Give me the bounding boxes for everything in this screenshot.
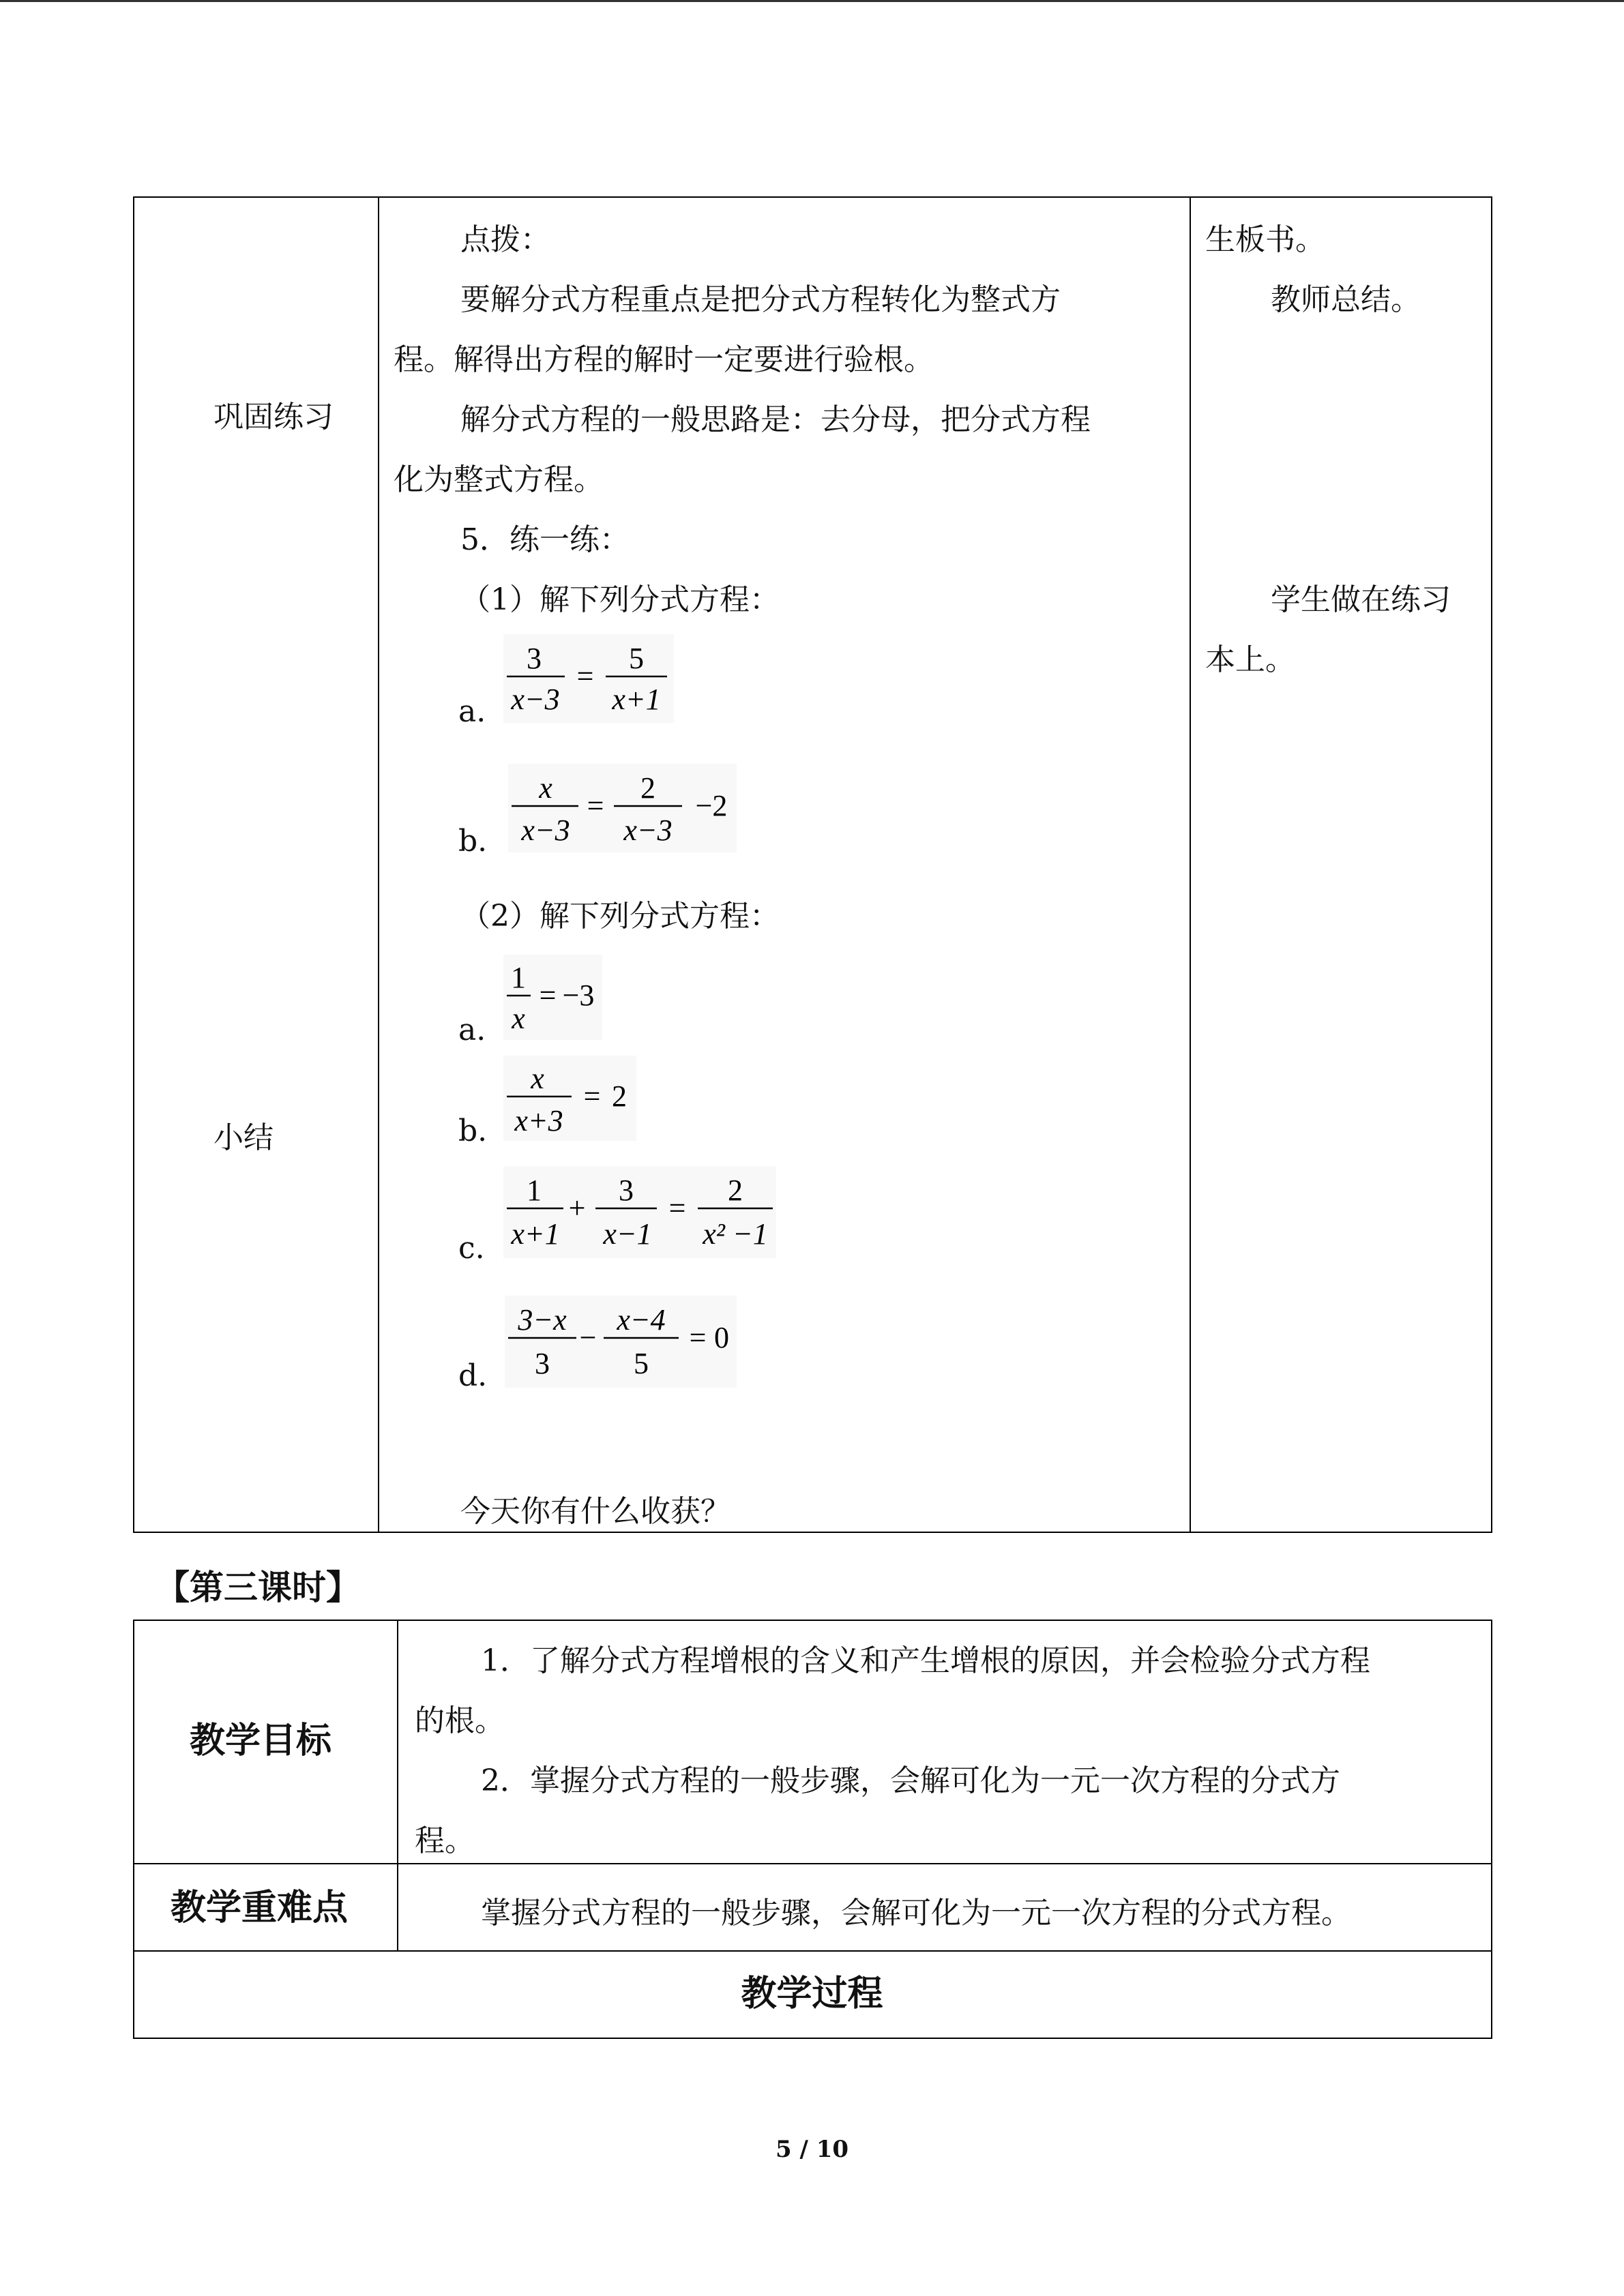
svg-text:=: = xyxy=(576,659,594,693)
paragraph-text: 要解分式方程重点是把分式方程转化为整式方 xyxy=(460,282,1061,317)
svg-text:x−3: x−3 xyxy=(521,814,570,847)
equation-label: b. xyxy=(458,1114,488,1148)
svg-text:x+1: x+1 xyxy=(511,1217,560,1251)
equation-label: b. xyxy=(458,824,488,859)
equation-label: a. xyxy=(458,1013,486,1047)
column-divider xyxy=(378,198,379,1532)
part2-title: （2）解下列分式方程： xyxy=(460,899,780,934)
svg-text:−: − xyxy=(579,1321,597,1354)
svg-text:1: 1 xyxy=(527,1174,542,1207)
goal-text: 2．掌握分式方程的一般步骤，会解可化为一元一次方程的分式方 xyxy=(481,1763,1340,1798)
equation-2d xyxy=(505,1296,737,1390)
row-label-consolidate: 巩固练习 xyxy=(213,400,334,434)
process-label: 教学过程 xyxy=(741,1973,883,2014)
equation-1b xyxy=(508,764,737,855)
equation-1a xyxy=(503,634,674,726)
svg-text:1: 1 xyxy=(511,961,526,994)
row-label-summary: 小结 xyxy=(213,1120,274,1155)
goal-text: 1．了解分式方程增根的含义和产生增根的原因，并会检验分式方程 xyxy=(481,1643,1370,1678)
section-heading: 【第三课时】 xyxy=(156,1568,360,1607)
goals-label: 教学目标 xyxy=(190,1720,332,1761)
svg-text:2: 2 xyxy=(640,771,655,805)
equation-label: c. xyxy=(458,1231,485,1266)
svg-text:x−3: x−3 xyxy=(623,814,673,847)
row-divider xyxy=(134,1950,1491,1952)
svg-text:=: = xyxy=(689,1321,707,1354)
equation-label: d. xyxy=(458,1358,488,1393)
svg-text:x−4: x−4 xyxy=(617,1303,666,1337)
key-points-text: 掌握分式方程的一般步骤，会解可化为一元一次方程的分式方程。 xyxy=(481,1896,1351,1930)
closing-question: 今天你有什么收获？ xyxy=(460,1494,730,1529)
goal-text: 程。 xyxy=(415,1823,475,1858)
column-divider xyxy=(397,1621,398,1950)
svg-text:x: x xyxy=(512,1002,525,1035)
paragraph-text: 程。解得出方程的解时一定要进行验根。 xyxy=(394,342,934,377)
svg-text:0: 0 xyxy=(714,1321,729,1354)
svg-text:x: x xyxy=(531,1062,544,1095)
hint-title: 点拨： xyxy=(460,222,550,257)
svg-text:x+3: x+3 xyxy=(514,1104,563,1137)
equation-2a xyxy=(503,955,602,1043)
paragraph-text: 解分式方程的一般思路是：去分母，把分式方程 xyxy=(460,402,1091,437)
svg-text:x−3: x−3 xyxy=(511,683,560,716)
svg-text:−2: −2 xyxy=(695,789,728,822)
svg-text:5: 5 xyxy=(634,1347,649,1380)
svg-text:−3: −3 xyxy=(562,979,595,1012)
svg-text:x² −1: x² −1 xyxy=(703,1217,768,1251)
page-number: 5 / 10 xyxy=(775,2136,849,2163)
svg-text:3: 3 xyxy=(619,1174,634,1207)
page-top-border xyxy=(0,0,1624,2)
key-points-label: 教学重难点 xyxy=(171,1888,349,1928)
goal-text: 的根。 xyxy=(415,1703,505,1738)
part1-title: （1）解下列分式方程： xyxy=(460,582,780,617)
svg-text:3: 3 xyxy=(535,1347,550,1380)
svg-text:x−1: x−1 xyxy=(603,1217,652,1251)
svg-text:x+1: x+1 xyxy=(612,683,661,716)
svg-text:=: = xyxy=(668,1191,686,1225)
teacher-note: 本上。 xyxy=(1205,642,1295,677)
teacher-note: 生板书。 xyxy=(1205,222,1325,257)
svg-text:3−x: 3−x xyxy=(518,1303,567,1337)
equation-2c xyxy=(503,1166,776,1261)
practice-title: 5．练一练： xyxy=(460,522,630,557)
lesson-table xyxy=(133,196,1492,1533)
svg-text:3: 3 xyxy=(527,642,542,675)
equation-2b xyxy=(503,1056,636,1144)
column-divider xyxy=(1190,198,1191,1532)
svg-text:5: 5 xyxy=(629,642,644,675)
svg-text:x: x xyxy=(539,771,552,805)
svg-text:=: = xyxy=(583,1079,601,1113)
svg-text:+: + xyxy=(568,1191,586,1225)
teacher-note: 教师总结。 xyxy=(1271,282,1421,317)
equation-label: a. xyxy=(458,694,486,729)
teacher-note: 学生做在练习 xyxy=(1271,582,1451,617)
svg-text:=: = xyxy=(587,789,604,822)
svg-text:=: = xyxy=(539,979,557,1012)
svg-text:2: 2 xyxy=(612,1079,627,1113)
svg-text:2: 2 xyxy=(728,1174,743,1207)
row-divider xyxy=(134,1863,1491,1864)
paragraph-text: 化为整式方程。 xyxy=(394,462,604,497)
